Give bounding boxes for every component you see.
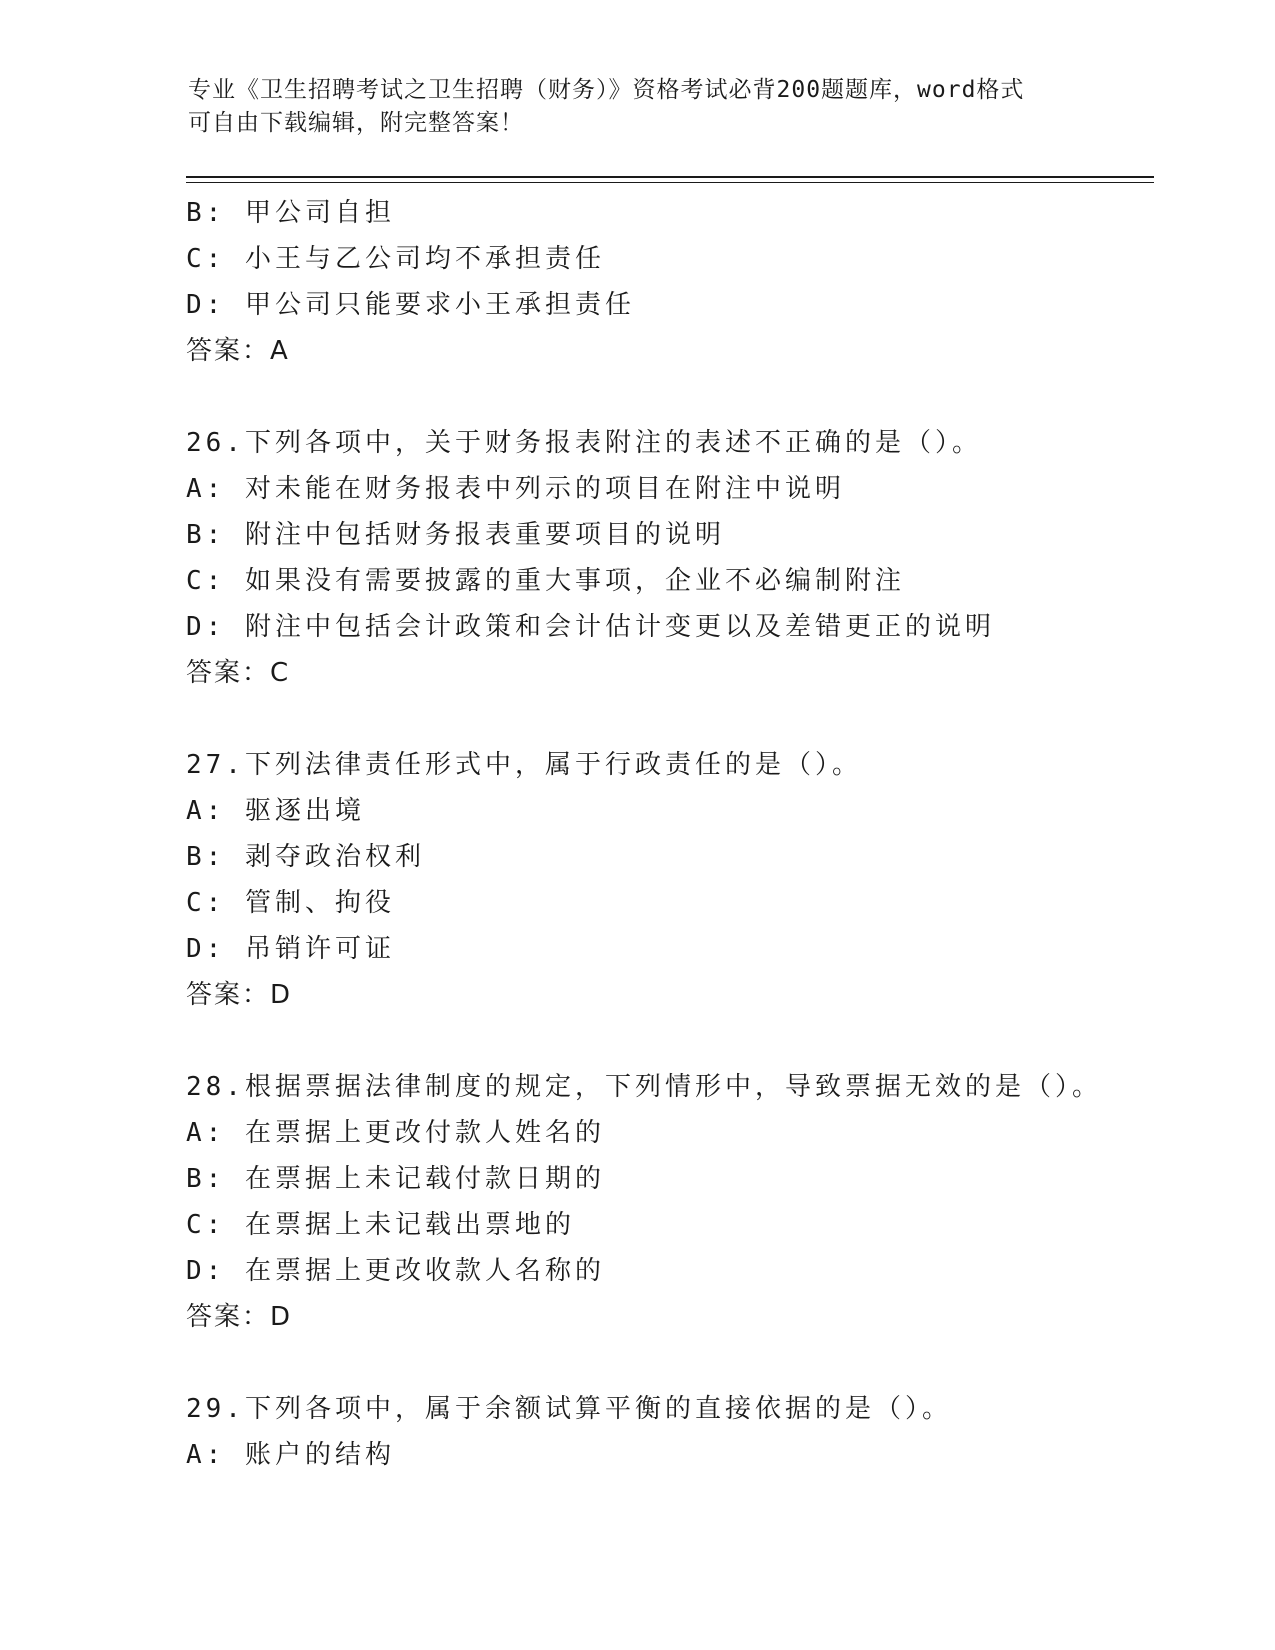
header-line-1: 专业《卫生招聘考试之卫生招聘（财务）》资格考试必背200题题库，word格式 [188,77,1025,103]
question-block-26 [186,420,1146,696]
option-c: C: 在票据上未记载出票地的 [186,1210,575,1240]
answer-line: 答案：D [186,980,293,1010]
option-a: A: 在票据上更改付款人姓名的 [186,1118,605,1148]
question-list [186,190,1146,1478]
option-a: A: 驱逐出境 [186,796,365,826]
answer-line: 答案：A [186,336,290,366]
option-b: B: 在票据上未记载付款日期的 [186,1164,605,1194]
option-d: D: 在票据上更改收款人名称的 [186,1256,605,1286]
answer-line: 答案：C [186,658,291,688]
option-d: D: 吊销许可证 [186,934,395,964]
question-stem: 27.下列法律责任形式中，属于行政责任的是（）。 [186,750,862,780]
document-header [188,74,1088,140]
option-b: B: 剥夺政治权利 [186,842,425,872]
spacer [186,1340,1146,1386]
option-c: C: 如果没有需要披露的重大事项，企业不必编制附注 [186,566,905,596]
option-d: D: 附注中包括会计政策和会计估计变更以及差错更正的说明 [186,612,995,642]
option-a: A: 对未能在财务报表中列示的项目在附注中说明 [186,474,845,504]
header-divider-thick [186,176,1154,178]
option-c: C: 小王与乙公司均不承担责任 [186,244,605,274]
spacer [186,374,1146,420]
option-d: D: 甲公司只能要求小王承担责任 [186,290,635,320]
question-block-28 [186,1064,1146,1340]
question-block-27 [186,742,1146,1018]
header-line-2: 可自由下载编辑，附完整答案！ [188,110,524,136]
question-stem: 26.下列各项中，关于财务报表附注的表述不正确的是（）。 [186,428,982,458]
question-stem: 29.下列各项中，属于余额试算平衡的直接依据的是（）。 [186,1394,952,1424]
option-a: A: 账户的结构 [186,1440,395,1470]
question-block-25 [186,190,1146,374]
option-b: B: 附注中包括财务报表重要项目的说明 [186,520,725,550]
question-stem: 28.根据票据法律制度的规定，下列情形中，导致票据无效的是（）。 [186,1072,1102,1102]
spacer [186,1018,1146,1064]
answer-line: 答案：D [186,1302,293,1332]
header-divider-thin [186,182,1154,183]
option-c: C: 管制、拘役 [186,888,395,918]
option-b: B: 甲公司自担 [186,198,395,228]
question-block-29 [186,1386,1146,1478]
spacer [186,696,1146,742]
